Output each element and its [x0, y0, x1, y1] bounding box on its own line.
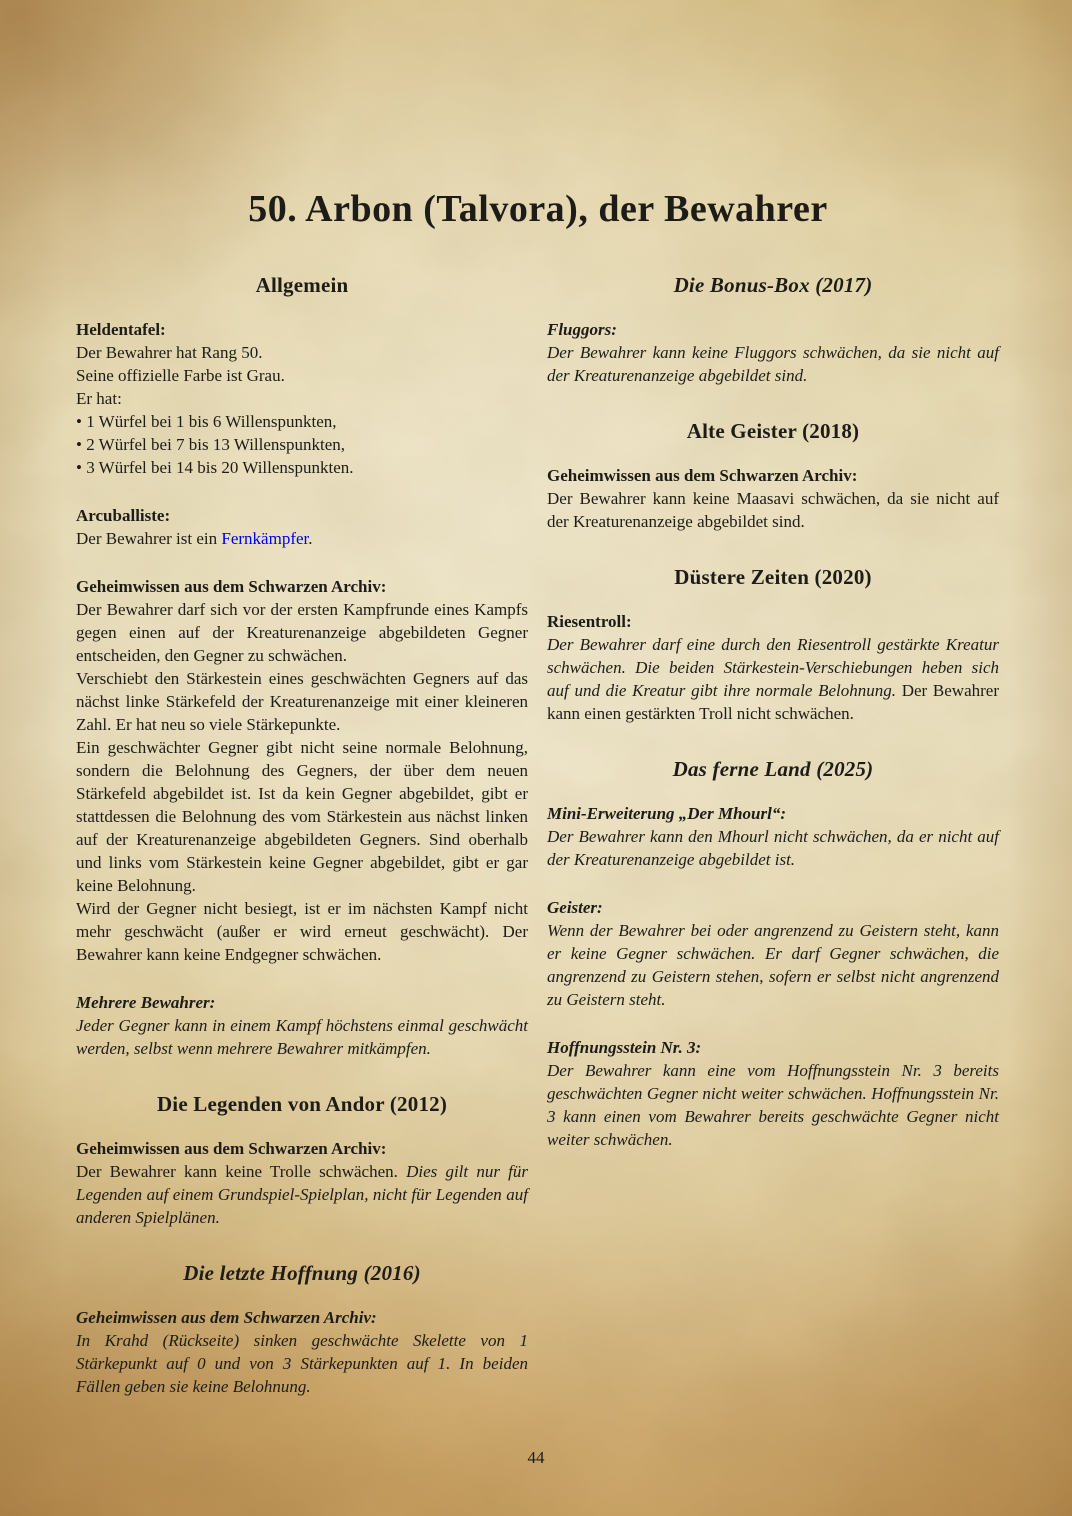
- page-title: 50. Arbon (Talvora), der Bewahrer: [248, 188, 828, 230]
- paragraph: Verschiebt den Stärkestein eines geschwächten Gegners auf das nächst linke Stärkefeld der Kreaturenanzeige mit einer kleineren Zahl. Er hat neu so viele Stärkepunkte.: [76, 669, 528, 734]
- section-heading-bonus-box: Die Bonus-Box (2017): [673, 273, 873, 297]
- text-line: Er hat:: [76, 389, 122, 408]
- paragraph: Wenn der Bewahrer bei oder angrenzend zu Geistern steht, kann er keine Gegner schwächen. Er darf Gegner schwächen, die angrenzend zu Geistern stehen, sofern er selbst nicht angrenzend zu Geistern steht.: [547, 921, 999, 1009]
- section-mehrere-bewahrer: [76, 991, 528, 1060]
- paragraph: Der Bewahrer kann den Mhourl nicht schwächen, da er nicht auf der Kreaturenanzeige abgebildet ist.: [547, 827, 999, 869]
- block-label: Geheimwissen aus dem Schwarzen Archiv:: [76, 1139, 387, 1158]
- text-span: Der Bewahrer kann keine Trolle schwächen.: [76, 1162, 407, 1181]
- bullet-item: • 1 Würfel bei 1 bis 6 Willenspunkten,: [76, 410, 528, 433]
- paragraph: Der Bewahrer darf sich vor der ersten Kampfrunde eines Kampfs gegen einen auf der Kreaturenanzeige abgebildeten Gegner entscheiden, den Gegner zu schwächen.: [76, 600, 528, 665]
- section-hoffnung: [76, 1306, 528, 1398]
- text-span: Der Bewahrer ist ein: [76, 529, 222, 548]
- left-column: [76, 272, 528, 1398]
- section-heading-das-ferne-land: Das ferne Land (2025): [672, 757, 874, 781]
- text-span: Der Bewahrer kann einen gestärkten Troll nicht schwächen.: [547, 681, 999, 723]
- section-hoffnungsstein: [547, 1036, 999, 1151]
- section-heading-letzte-hoffnung: Die letzte Hoffnung (2016): [183, 1261, 421, 1285]
- section-riesentroll: [547, 610, 999, 725]
- bullet-item: • 3 Würfel bei 14 bis 20 Willenspunkten.: [76, 456, 528, 479]
- fernkaempfer-link[interactable]: Fernkämpfer: [221, 529, 309, 548]
- block-label: Fluggors:: [547, 320, 617, 339]
- paragraph: Wird der Gegner nicht besiegt, ist er im nächsten Kampf nicht mehr geschwächt (außer er wird erneut geschwächt). Der Bewahrer kann keine Endgegner schwächen.: [76, 899, 528, 964]
- bullet-item: • 2 Würfel bei 7 bis 13 Willenspunkten,: [76, 433, 528, 456]
- section-heading-duestere-zeiten: Düstere Zeiten (2020): [674, 565, 872, 589]
- section-heading-alte-geister: Alte Geister (2018): [686, 419, 860, 443]
- page-number: 44: [527, 1448, 545, 1467]
- block-label: Hoffnungsstein Nr. 3:: [547, 1038, 702, 1057]
- paragraph: Jeder Gegner kann in einem Kampf höchstens einmal geschwächt werden, selbst wenn mehrere Bewahrer mitkämpfen.: [76, 1016, 528, 1058]
- block-label: Mini-Erweiterung „Der Mhourl“:: [547, 804, 786, 823]
- section-heading-allgemein: Allgemein: [255, 273, 349, 297]
- block-label: Geheimwissen aus dem Schwarzen Archiv:: [76, 1308, 377, 1327]
- block-label: Geister:: [547, 898, 603, 917]
- text-span: .: [308, 529, 313, 548]
- section-heading-legenden-von-andor: Die Legenden von Andor (2012): [156, 1092, 448, 1116]
- block-label: Heldentafel:: [76, 320, 166, 339]
- paragraph: Der Bewahrer kann eine vom Hoffnungsstein Nr. 3 bereits geschwächten Gegner nicht weiter schwächen. Hoffnungsstein Nr. 3 kann einen vom Bewahrer bereits geschwächte Gegner nicht weiter schwächen.: [547, 1061, 999, 1149]
- paragraph: Der Bewahrer kann keine Fluggors schwächen, da sie nicht auf der Kreaturenanzeige abgebildet sind.: [547, 343, 999, 385]
- paragraph: [547, 633, 999, 725]
- text-span-italic: Der Bewahrer darf eine durch den Riesentroll gestärkte Kreatur schwächen. Die beiden Stärkestein-Verschiebungen heben sich auf und die Kreatur gibt ihre normale Belohnung.: [547, 635, 999, 700]
- paragraph: Der Bewahrer kann keine Maasavi schwächen, da sie nicht auf der Kreaturenanzeige abgebildet sind.: [547, 489, 999, 531]
- section-fluggors: [547, 318, 999, 387]
- section-mhourl: [547, 802, 999, 871]
- block-label: Geheimwissen aus dem Schwarzen Archiv:: [76, 577, 387, 596]
- section-legenden: [76, 1137, 528, 1229]
- paragraph: [76, 1160, 528, 1229]
- text-line: Der Bewahrer hat Rang 50.: [76, 343, 263, 362]
- section-geheimwissen-allgemein: [76, 575, 528, 966]
- two-column-layout: [76, 272, 1000, 1398]
- paragraph: In Krahd (Rückseite) sinken geschwächte Skelette von 1 Stärkepunkt auf 0 und von 3 Stärkepunkten auf 1. In beiden Fällen geben sie keine Belohnung.: [76, 1331, 528, 1396]
- block-label: Riesentroll:: [547, 612, 632, 631]
- text-span-italic: Dies gilt nur für Legenden auf einem Grundspiel-Spielplan, nicht für Legenden auf anderen Spielplänen.: [76, 1162, 528, 1227]
- block-label: Geheimwissen aus dem Schwarzen Archiv:: [547, 466, 858, 485]
- section-geister: [547, 896, 999, 1011]
- section-heldentafel: [76, 318, 528, 479]
- text-line: Seine offizielle Farbe ist Grau.: [76, 366, 285, 385]
- section-arcuballiste: [76, 504, 528, 550]
- text-line: [76, 527, 528, 550]
- paragraph: Ein geschwächter Gegner gibt nicht seine normale Belohnung, sondern die Belohnung des Gegners, der über dem neuen Stärkefeld abgebildet ist. Ist da kein Gegner abgebildet, gibt er stattdessen die Belohnung des vom Stärkestein aus nächst linken auf der Kreaturenanzeige abgebildeten Gegners. Sind oberhalb und links vom Stärkestein keine Gegner abgebildet, gibt er gar keine Belohnung.: [76, 738, 528, 895]
- section-alte-geister: [547, 464, 999, 533]
- block-label: Mehrere Bewahrer:: [76, 993, 216, 1012]
- block-label: Arcuballiste:: [76, 506, 171, 525]
- right-column: [547, 272, 999, 1151]
